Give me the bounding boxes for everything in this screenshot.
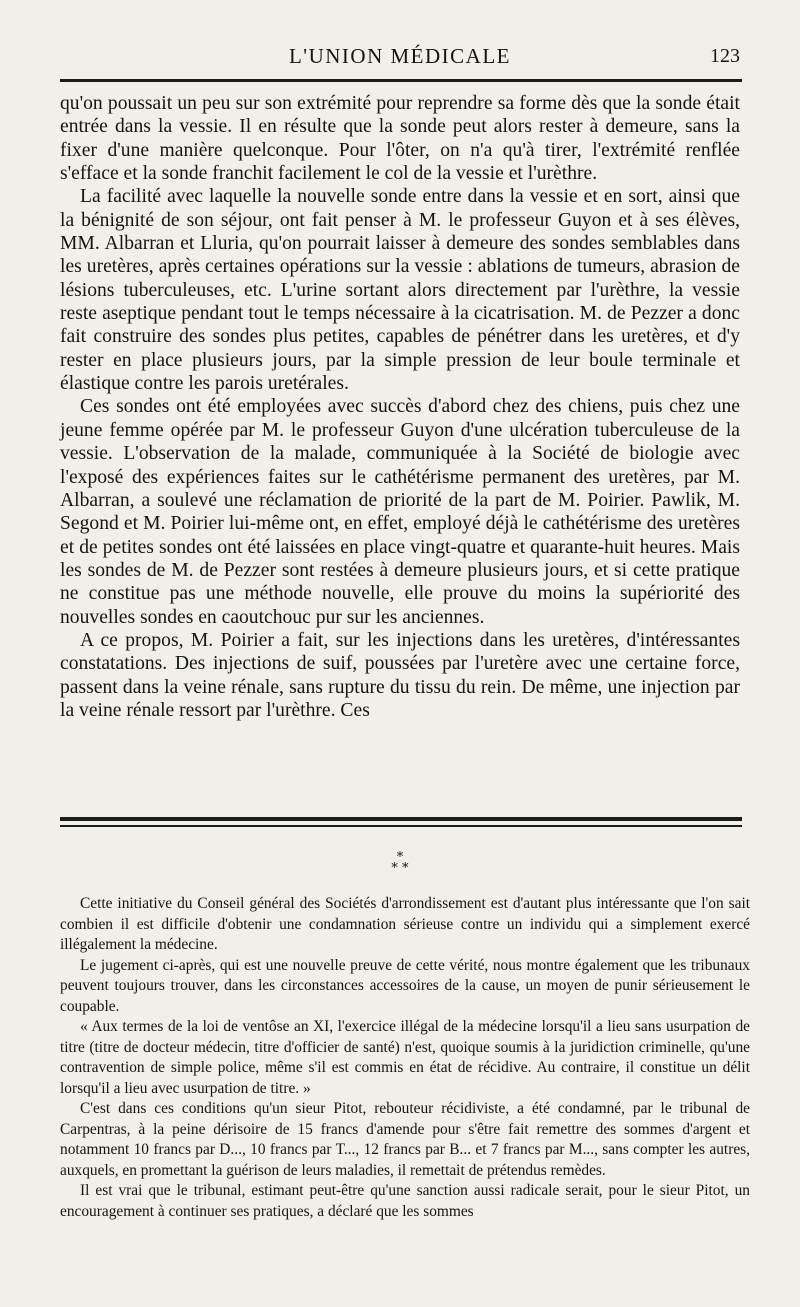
asterism-top: * — [396, 850, 404, 865]
paragraph: C'est dans ces conditions qu'un sieur Pitot, rebouteur récidiviste, a été condamné, par le tribunal de Carpentras, à la peine dérisoire de 15 francs d'amende pour s'être fait remettre des sommes d'argent et notamment 10 francs par D..., 10 francs par T..., 12 francs par B... et 7 francs par M..., sans compter les autres, auxquels, en promettant la guérison de leurs maladies, il remettait de prétendus remèdes. — [60, 1100, 750, 1179]
secondary-article — [60, 894, 750, 1222]
header-rule — [60, 79, 742, 82]
paragraph: Cette initiative du Conseil général des Sociétés d'arrondissement est d'autant plus intéressante que l'on sait combien il est difficile d'obtenir une condamnation sérieuse contre un individu qui a simplement exercé illégalement la médecine. — [60, 895, 750, 953]
running-title: L'UNION MÉDICALE — [288, 44, 511, 68]
paragraph: A ce propos, M. Poirier a fait, sur les injections dans les uretères, d'intéressantes constatations. Des injections de suif, poussées par l'uretère avec une certaine force, passent dans la veine rénale, sans rupture du tissu du rein. De même, une injection par la veine rénale ressort par l'urèthre. Ces — [60, 629, 740, 721]
paragraph: La facilité avec laquelle la nouvelle sonde entre dans la vessie et en sort, ainsi que la bénignité de son séjour, ont fait penser à M. le professeur Guyon et à ses élèves, MM. Albarran et Lluria, qu'on pourrait laisser à demeure des sondes semblables dans les uretères, après certaines opérations sur la vessie : ablations de tumeurs, abrasion de lésions tuberculeuses, etc. L'urine sortant alors directement par l'urèthre, la vessie reste aseptique pendant tout le temps nécessaire à la cicatrisation. M. de Pezzer a donc fait construire des sondes plus petites, capables de pénétrer dans les uretères, et d'y rester en place plusieurs jours, par la simple pression de leur boule terminale et élastique contre les parois uretérales. — [60, 186, 740, 395]
paragraph: Il est vrai que le tribunal, estimant peut-être qu'une sanction aussi radicale serait, pour le sieur Pitot, un encouragement à continuer ses pratiques, a déclaré que les sommes — [60, 1182, 750, 1220]
section-rule-thin — [60, 825, 742, 827]
asterism-bottom: * * — [391, 861, 409, 876]
paragraph: Le jugement ci-après, qui est une nouvelle preuve de cette vérité, nous montre également que les tribunaux peuvent toujours trouver, dans les circonstances accessoires de la cause, un moyen de punir sérieusement le coupable. — [60, 956, 750, 1015]
page-number: 123 — [710, 45, 740, 67]
quoted-paragraph: « Aux termes de la loi de ventôse an XI, l'exercice illégal de la médecine lorsqu'il a lieu sans usurpation de titre (titre de docteur médecin, titre d'officier de santé) n'est, quoique soumis à la juridiction criminelle, qu'une contravention de simple police, même s'il est commis en état de récidive. Au contraire, il constitue un délit lorsqu'il a lieu avec usurpation de titre. » — [60, 1018, 750, 1097]
asterism-separator — [370, 852, 430, 874]
page-header — [60, 42, 740, 72]
section-rule-thick — [60, 817, 742, 821]
paragraph: Ces sondes ont été employées avec succès d'abord chez des chiens, puis chez une jeune femme opérée par M. le professeur Guyon d'une ulcération tuberculeuse de la vessie. L'observation de la malade, communiquée à la Société de biologie avec l'exposé des expériences faites sur le cathétérisme permanent des uretères, par M. Albarran, a soulevé une réclamation de priorité de la part de M. Poirier. Pawlik, M. Segond et M. Poirier lui-même ont, en effet, employé déjà le cathétérisme des uretères et de petites sondes ont été laissées en place vingt-quatre et quarante-huit heures. Mais les sondes de M. de Pezzer sont restées à demeure plusieurs jours, et si cette pratique ne constitue pas une méthode nouvelle, elle prouve du moins la supériorité des nouvelles sondes en caoutchouc pur sur les anciennes. — [60, 396, 740, 628]
main-article — [60, 92, 740, 722]
paragraph: qu'on poussait un peu sur son extrémité pour reprendre sa forme dès que la sonde était entrée dans la vessie. Il en résulte que la sonde peut alors rester à demeure, sans la fixer d'une manière quelconque. Pour l'ôter, on n'a qu'à tirer, l'extrémité renflée s'efface et la sonde franchit facilement le col de la vessie et l'urèthre. — [60, 93, 740, 185]
